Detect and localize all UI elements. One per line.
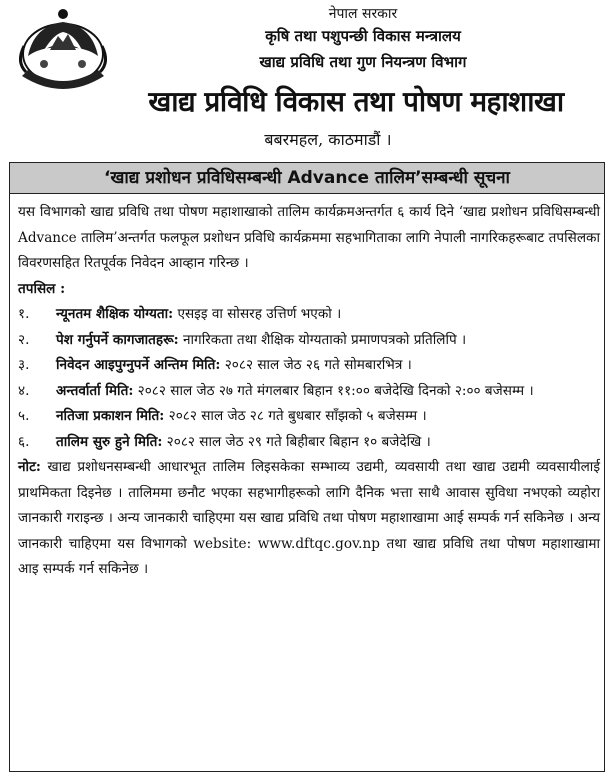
item-text: एसइइ वा सोसरह उत्तिर्ण भएको ।: [173, 306, 342, 322]
item-text: नागरिकता तथा शैक्षिक योग्यताको प्रमाणपत्रको प्रतिलिपि ।: [178, 331, 467, 348]
government-name: नेपाल सरकार: [328, 6, 398, 22]
list-item: [18, 302, 600, 328]
list-item: [18, 353, 600, 379]
item-number: ५.: [18, 408, 30, 424]
notice-body: [18, 200, 600, 583]
list-heading: तपसिल :: [18, 280, 66, 297]
ministry-name: कृषि तथा पशुपन्छी विकास मन्त्रालय: [265, 27, 461, 45]
list-item: [18, 328, 600, 354]
division-name: खाद्य प्रविधि विकास तथा पोषण महाशाखा: [148, 85, 564, 118]
item-text: २०८२ साल जेठ २९ गते बिहीबार बिहान १० बजेदेखि ।: [162, 433, 431, 450]
list-item: [18, 430, 600, 456]
item-number: २.: [18, 331, 30, 348]
item-number: ३.: [18, 357, 30, 373]
item-number: १.: [18, 306, 30, 322]
intro-paragraph: यस विभागको खाद्य प्रविधि तथा पोषण महाशाखाको तालिम कार्यक्रमअन्तर्गत ६ कार्य दिने ‘खाद्य प्रशोधन प्रविधिसम्बन्धी Advance तालिम’अन्तर्गत फलफूल प्रशोधन प्रविधि कार्यक्रममा सहभागिताका लागि नेपाली नागरिकहरूबाट तपसिलका विवरणसहित रितपूर्वक निवेदन आव्हान गरिन्छ ।: [18, 204, 600, 271]
list-item: [18, 379, 600, 405]
item-text: २०८२ साल जेठ २६ गते सोमबारभित्र ।: [220, 357, 412, 373]
item-number: ४.: [18, 382, 30, 399]
note-label: नोट:: [18, 459, 41, 475]
item-label: निवेदन आइपुग्नुपर्ने अन्तिम मिति:: [56, 357, 221, 373]
item-label: अन्तर्वार्ता मिति:: [56, 382, 134, 399]
department-name: खाद्य प्रविधि तथा गुण नियन्त्रण विभाग: [259, 53, 467, 71]
item-label: नतिजा प्रकाशन मिति:: [56, 408, 165, 424]
item-text: २०८२ साल जेठ २७ गते मंगलबार बिहान ११:०० बजेदेखि दिनको २:०० बजेसम्म ।: [133, 382, 534, 399]
item-label: तालिम सुरु हुने मिति:: [56, 433, 163, 450]
item-number: ६.: [18, 433, 30, 450]
office-address: बबरमहल, काठमाडौं ।: [264, 130, 392, 149]
note-text: खाद्य प्रशोधनसम्बन्धी आधारभूत तालिम लिइसकेका सम्भाव्य उद्यमी, व्यवसायी तथा खाद्य उद्यमी व्यवसायीलाई प्राथमिकता दिइनेछ । तालिममा छनौट भएका सहभागीहरूको लागि दैनिक भत्ता साथै आवास सुविधा नभएको व्यहोरा जानकारी गराइन्छ । अन्य जानकारी चाहिएमा यस खाद्य प्रविधि तथा पोषण महाशाखामा आई सम्पर्क गर्न सकिनेछ । अन्य जानकारी चाहिएमा यस विभागको website: www.dftqc.gov.np तथा खाद्य प्रविधि तथा पोषण महाशाखामा आइ सम्पर्क गर्न सकिनेछ ।: [18, 459, 600, 577]
item-text: २०८२ साल जेठ २८ गते बुधबार साँझको ५ बजेसम्म ।: [164, 408, 427, 424]
note-paragraph: [18, 455, 600, 583]
item-label: पेश गर्नुपर्ने कागजातहरू:: [56, 331, 179, 348]
notice-title: ‘खाद्य प्रशोधन प्रविधिसम्बन्धी Advance तालिम’सम्बन्धी सूचना: [9, 162, 605, 194]
item-label: न्यूनतम शैक्षिक योग्यता:: [56, 306, 174, 322]
list-item: [18, 404, 600, 430]
